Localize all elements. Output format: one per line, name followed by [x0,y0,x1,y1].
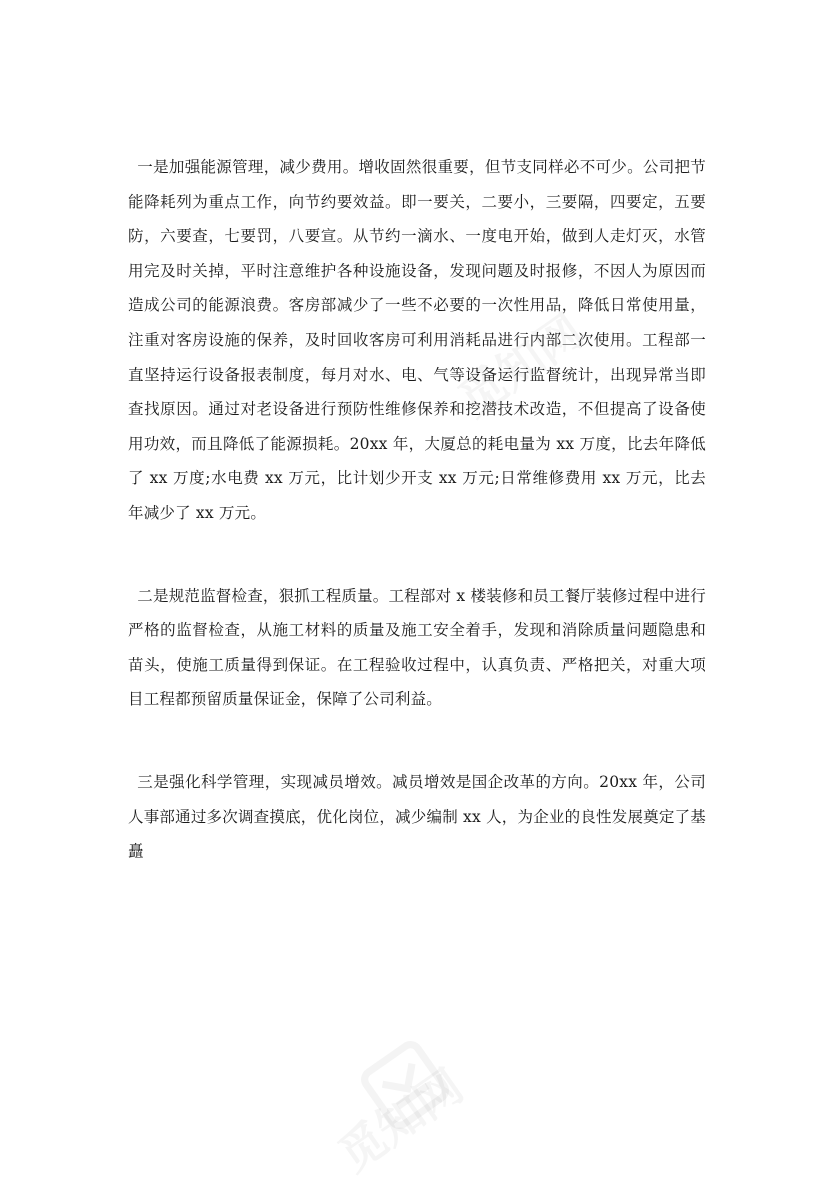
paragraph-quality-supervision: 二是规范监督检查，狠抓工程质量。工程部对 x 楼装修和员工餐厅装修过程中进行严格的监督检查，从施工材料的质量及施工安全着手，发现和消除质量问题隐患和苗头，使施工质量得到保证。在工程验收过程中，认真负责、严格把关，对重大项目工程都预留质量保证金，保障了公司利益。 [128,586,706,709]
document-body [128,150,706,869]
watermark-lower: 觅知网 [328,1058,473,1183]
paragraph-staff-efficiency: 三是强化科学管理，实现减员增效。减员增效是国企改革的方向。20xx 年，公司人事部通过多次调查摸底，优化岗位，减少编制 xx 人，为企业的良性发展奠定了基矗 [128,772,706,861]
watermark-upper: 觅知网 [448,303,593,428]
watermark-logo-icon [360,1040,450,1130]
paragraph-energy-management: 一是加强能源管理，减少费用。增收固然很重要，但节支同样必不可少。公司把节能降耗列为重点工作，向节约要效益。即一要关，二要小，三要隔，四要定，五要防，六要查，七要罚，八要宣。从节约一滴水、一度电开始，做到人走灯灭，水管用完及时关掉，平时注意维护各种设施设备，发现问题及时报修，不因人为原因而造成公司的能源浪费。客房部减少了一些不必要的一次性用品，降低日常使用量，注重对客房设施的保养，及时回收客房可利用消耗品进行内部二次使用。工程部一直坚持运行设备报表制度，每月对水、电、气等设备运行监督统计，出现异常当即查找原因。通过对老设备进行预防性维修保养和挖潜技术改造，不但提高了设备使用功效，而且降低了能源损耗。20xx 年，大厦总的耗电量为 xx 万度，比去年降低了 xx 万度;水电费 xx 万元，比计划少开支 xx 万元;日常维修费用 xx 万元，比去年减少了 xx 万元。 [128,158,706,522]
